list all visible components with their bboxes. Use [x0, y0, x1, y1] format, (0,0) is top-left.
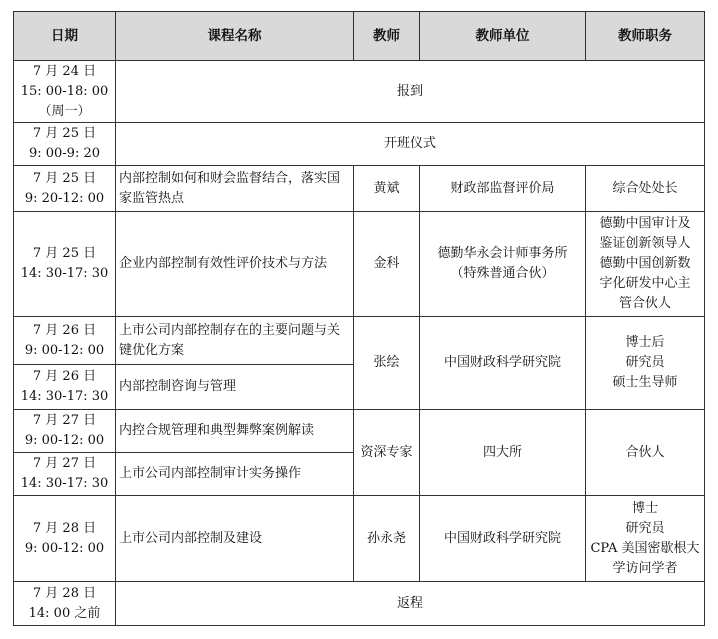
- position-cell: 综合处处长: [586, 166, 705, 212]
- date-cell: 7 月 24 日 15: 00-18: 00 （周一）: [14, 61, 116, 123]
- position-cell: 博士后 研究员 硕士生导师: [586, 317, 705, 410]
- schedule-table: [13, 11, 705, 626]
- merged-event-cell: 返程: [116, 582, 705, 626]
- table-row: [14, 123, 705, 166]
- table-row: [14, 410, 705, 453]
- teacher-cell: 金科: [354, 212, 420, 317]
- teacher-cell: 资深专家: [354, 410, 420, 496]
- date-cell: 7 月 28 日 9: 00-12: 00: [14, 496, 116, 582]
- date-cell: 7 月 25 日 9: 00-9: 20: [14, 123, 116, 166]
- position-cell: 德勤中国审计及 鉴证创新领导人 德勤中国创新数 字化研发中心主 管合伙人: [586, 212, 705, 317]
- course-cell: 上市公司内部控制审计实务操作: [116, 453, 354, 496]
- table-row: [14, 317, 705, 365]
- course-cell: 内部控制咨询与管理: [116, 365, 354, 410]
- unit-cell: 中国财政科学研究院: [420, 496, 586, 582]
- teacher-cell: 黄斌: [354, 166, 420, 212]
- unit-cell: 四大所: [420, 410, 586, 496]
- course-cell: 内控合规管理和典型舞弊案例解读: [116, 410, 354, 453]
- header-row: [14, 12, 705, 61]
- course-cell: 上市公司内部控制及建设: [116, 496, 354, 582]
- position-cell: 博士 研究员 CPA 美国密歇根大 学访问学者: [586, 496, 705, 582]
- date-cell: 7 月 28 日 14: 00 之前: [14, 582, 116, 626]
- table-row: [14, 496, 705, 582]
- unit-cell: 财政部监督评价局: [420, 166, 586, 212]
- header-unit: 教师单位: [420, 12, 586, 61]
- course-cell: 内部控制如何和财会监督结合，落实国家监管热点: [116, 166, 354, 212]
- teacher-cell: 张绘: [354, 317, 420, 410]
- date-cell: 7 月 26 日 14: 30-17: 30: [14, 365, 116, 410]
- header-course: 课程名称: [116, 12, 354, 61]
- merged-event-cell: 开班仪式: [116, 123, 705, 166]
- unit-cell: 中国财政科学研究院: [420, 317, 586, 410]
- table-row: [14, 212, 705, 317]
- header-date: 日期: [14, 12, 116, 61]
- date-cell: 7 月 26 日 9: 00-12: 00: [14, 317, 116, 365]
- date-cell: 7 月 27 日 9: 00-12: 00: [14, 410, 116, 453]
- table-row: [14, 582, 705, 626]
- unit-cell: 德勤华永会计师事务所 （特殊普通合伙）: [420, 212, 586, 317]
- position-cell: 合伙人: [586, 410, 705, 496]
- merged-event-cell: 报到: [116, 61, 705, 123]
- date-cell: 7 月 25 日 14: 30-17: 30: [14, 212, 116, 317]
- date-cell: 7 月 25 日 9: 20-12: 00: [14, 166, 116, 212]
- teacher-cell: 孙永尧: [354, 496, 420, 582]
- header-teacher: 教师: [354, 12, 420, 61]
- header-position: 教师职务: [586, 12, 705, 61]
- table-row: [14, 61, 705, 123]
- course-cell: 上市公司内部控制存在的主要问题与关键优化方案: [116, 317, 354, 365]
- date-cell: 7 月 27 日 14: 30-17: 30: [14, 453, 116, 496]
- course-cell: 企业内部控制有效性评价技术与方法: [116, 212, 354, 317]
- table-row: [14, 166, 705, 212]
